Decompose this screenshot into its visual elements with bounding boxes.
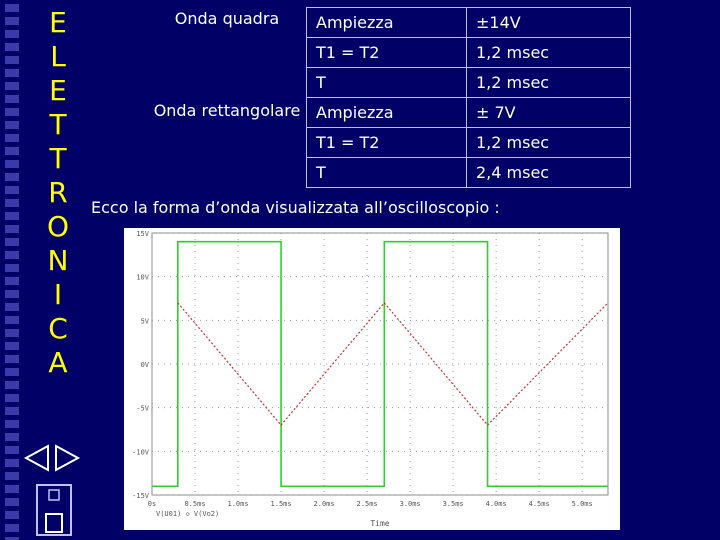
- arrow-right-icon: [52, 443, 82, 473]
- prev-slide-button[interactable]: [22, 443, 52, 473]
- x-tick-label: 0s: [147, 500, 157, 508]
- param-value: ±14V: [467, 8, 631, 38]
- param-label: T1 = T2: [307, 128, 467, 158]
- vertical-letter: A: [48, 346, 68, 379]
- vertical-letter: I: [53, 278, 63, 311]
- vertical-letter: L: [50, 40, 66, 73]
- home-button[interactable]: [36, 484, 72, 536]
- x-tick-label: 4.0ms: [485, 500, 507, 508]
- param-value: ± 7V: [467, 98, 631, 128]
- vertical-letter: T: [49, 108, 67, 141]
- vertical-letter: N: [47, 244, 69, 277]
- vertical-letter: E: [49, 74, 67, 107]
- oscilloscope-panel: [124, 228, 620, 530]
- param-value: 1,2 msec: [467, 38, 631, 68]
- param-value: 1,2 msec: [467, 128, 631, 158]
- param-value: 1,2 msec: [467, 68, 631, 98]
- vertical-letter: E: [49, 6, 67, 39]
- param-label: Ampiezza: [307, 8, 467, 38]
- home-icon: [38, 486, 70, 534]
- y-tick-label: 5V: [140, 317, 149, 326]
- y-tick-label: -5V: [136, 404, 149, 413]
- x-tick-label: 3.0ms: [399, 500, 421, 508]
- next-slide-button[interactable]: [52, 443, 82, 473]
- arrow-left-icon: [22, 443, 52, 473]
- table-row: [148, 8, 631, 38]
- spec-table: [148, 7, 631, 188]
- table-row: [148, 98, 631, 128]
- vertical-title: [36, 6, 80, 380]
- param-value: 2,4 msec: [467, 158, 631, 188]
- vertical-letter: T: [49, 142, 67, 175]
- x-tick-label: 2.5ms: [356, 500, 378, 508]
- oscilloscope-chart: [124, 228, 620, 530]
- group-name: Onda quadra: [174, 8, 280, 28]
- x-axis-label: Time: [370, 519, 390, 528]
- x-tick-label: 5.0ms: [571, 500, 593, 508]
- y-tick-label: -15V: [132, 492, 149, 500]
- vertical-letter: C: [48, 312, 68, 345]
- param-label: T: [307, 68, 467, 98]
- decorative-squares: [5, 4, 19, 540]
- x-tick-label: 2.0ms: [313, 500, 335, 508]
- chart-legend: V(U01) ◇ V(Vo2): [156, 510, 220, 518]
- x-tick-label: 1.0ms: [227, 500, 249, 508]
- y-tick-label: -10V: [132, 448, 149, 457]
- param-label: Ampiezza: [307, 98, 467, 128]
- y-tick-label: 0V: [140, 361, 149, 369]
- x-tick-label: 1.5ms: [270, 500, 292, 508]
- x-tick-label: 4.5ms: [528, 500, 550, 508]
- x-tick-label: 0.5ms: [184, 500, 206, 508]
- y-tick-label: 15V: [136, 230, 149, 238]
- x-tick-label: 3.5ms: [442, 500, 464, 508]
- y-tick-label: 10V: [136, 273, 149, 282]
- caption: Ecco la forma d’onda visualizzata all’oscilloscopio :: [91, 198, 500, 217]
- param-label: T1 = T2: [307, 38, 467, 68]
- vertical-letter: O: [46, 210, 70, 243]
- vertical-letter: R: [48, 176, 68, 209]
- param-label: T: [307, 158, 467, 188]
- group-name: Onda rettangolare: [153, 100, 301, 120]
